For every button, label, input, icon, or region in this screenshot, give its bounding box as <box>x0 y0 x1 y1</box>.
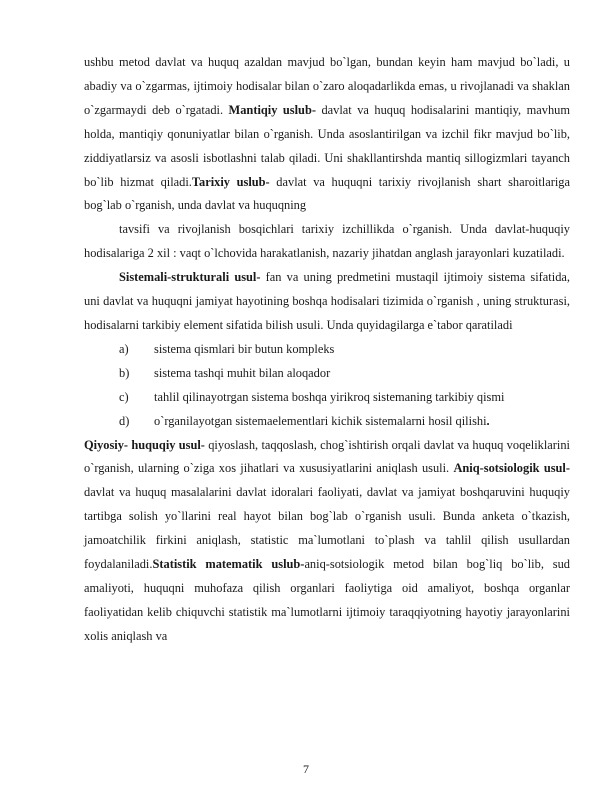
body-text <box>84 51 570 649</box>
list-label: c) <box>119 389 129 404</box>
list-item-d <box>84 410 570 434</box>
paragraph-text: davlat va huquqni tarixiy rivojlanish shart sharoitlariga bog`lab o`rganish, unda davlat va huquqning <box>84 174 570 213</box>
paragraph-text: qiyoslash, taqqoslash, chog`ishtirish orqali davlat va huquq voqeliklarini o`rganish, ularning o`ziga xos jihatlari va xususiyatlarini aniqlash usuli. <box>84 437 570 476</box>
list-label: b) <box>119 365 130 380</box>
list-text-period: . <box>486 413 490 428</box>
list-text-body: o`rganilayotgan sistemaelementlari kichik sistemalarni hosil qilishi <box>154 413 487 428</box>
list-item-c <box>84 386 570 410</box>
paragraph-comparative <box>84 434 570 649</box>
term-statistical-method: Statistik matematik uslub- <box>152 557 305 572</box>
term-historical-method: Tarixiy uslub- <box>191 174 270 189</box>
paragraph-text: ushbu metod davlat va huquq azaldan mavjud bo`lgan, bundan keyin ham mavjud bo`ladi, u abadiy va o`zgarmas, ijtimoiy hodisalar bilan o`zaro aloqadarlikda emas, u rivojlanadi va shaklan o`zgarmaydi deb o`rgatadi. <box>84 55 570 117</box>
term-comparative-method: Qiyosiy- huquqiy usul- <box>84 437 205 452</box>
list-label: d) <box>119 413 130 428</box>
paragraph-text: davlat va huquq masalalarini davlat idoralari faoliyati, davlat va jamiyat boshqaruvini huquqiy tartibga solish yo`llarini real hayot bilan bog`lab o`rganish usuli. Bunda anketa o`tkazish, jamoatchilik firkini aniqlash, statistic ma`lumotlani to`plash va tahlil qilish usullardan foydalaniladi. <box>84 485 570 572</box>
paragraph-text: aniq-sotsiologik metod bilan bog`liq bo`lib, sud amaliyoti, huquqni muhofaza qilish organlari faoliytiga oid amaliyot, boshqa organlar faoliyatidan kelib chiquvchi statistik ma`lumotlarni ijtimoiy taraqqiyotning hayotiy jarayonlarini xolis aniqlash va <box>84 557 570 643</box>
list-text: sistema qismlari bir butun kompleks <box>154 341 335 356</box>
term-sociological-method: Aniq-sotsiologik usul- <box>453 461 570 476</box>
list-label: a) <box>119 341 129 356</box>
list-text <box>154 410 570 434</box>
list-text: tahlil qilinayotrgan sistema boshqa yirikroq sistemaning tarkibiy qismi <box>154 389 505 404</box>
page-number: 7 <box>303 762 309 776</box>
paragraph-historical: tavsifi va rivojlanish bosqichlari tarixiy izchillikda o`rganish. Unda davlat-huquqiy hodisalariga 2 xil : vaqt o`lchovida harakatlanish, nazariy jihatdan anglash jarayonlari kuzatiladi. <box>84 222 570 261</box>
list-text: sistema tashqi muhit bilan aloqador <box>154 365 331 380</box>
paragraph-text: fan va uning predmetini mustaqil ijtimoiy sistema sifatida, uni davlat va huquqni jamiyat hayotining boshqa hodisalari tizimida o`rganish , uning strukturasi, hodisalarni tarkibiy element sifatida bilish usuli. Unda quyidagilarga e`tabor qaratiladi <box>84 270 570 332</box>
term-systemic-method: Sistemali-strukturali usul- <box>119 270 261 285</box>
list-item-a <box>84 338 570 362</box>
paragraph-text: davlat va huquq hodisalarini mantiqiy, mavhum holda, mantiqiy qonuniyatlar bilan o`rganish. Unda asoslantirilgan va izchil fikr mavjud bo`lib, ziddiyatlarsiz va asosli isbotlashni talab qiladi. Uni shakllantirshda mantiq sillogizmlari tayanch bo`lib hizmat qiladi. <box>84 102 570 189</box>
term-logical-method: Mantiqiy uslub- <box>228 102 316 117</box>
paragraph-methods-intro <box>84 51 570 218</box>
list-item-b <box>84 362 570 386</box>
paragraph-systemic <box>84 266 570 338</box>
